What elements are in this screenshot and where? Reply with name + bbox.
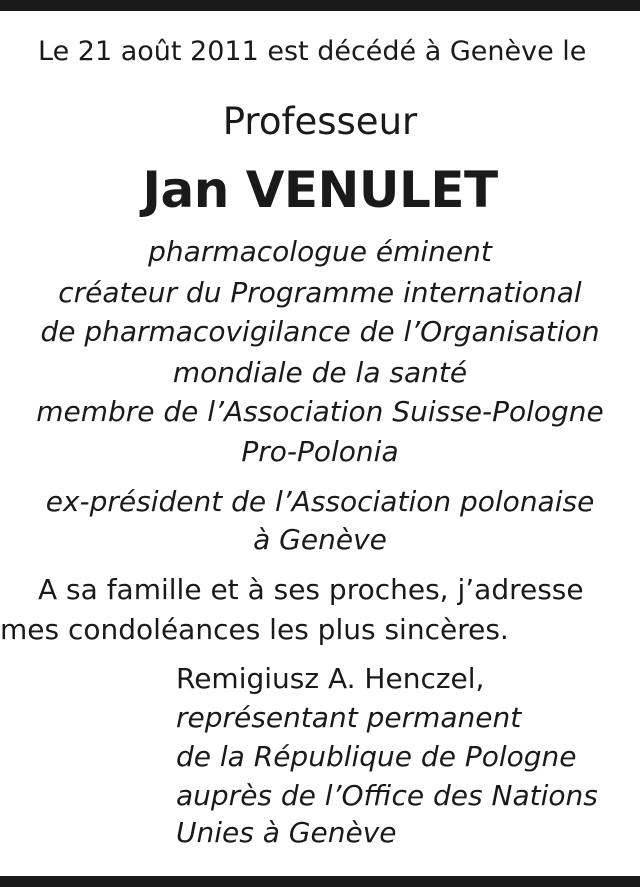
description-line: membre de l’Association Suisse-Pologne <box>36 395 604 428</box>
death-announcement-intro: Le 21 août 2011 est décédé à Genève le <box>38 36 587 67</box>
description-line: mondiale de la santé <box>172 356 468 389</box>
description-line: ex-président de l’Association polonaise <box>45 485 595 518</box>
bottom-border-rule <box>0 876 640 887</box>
condolences-line: A sa famille et à ses proches, j’adresse <box>38 573 584 606</box>
signatory-role-line: auprès de l’Office des Nations <box>176 779 598 812</box>
signatory-role-line: de la République de Pologne <box>176 740 577 773</box>
description-line: à Genève <box>253 523 387 556</box>
signatory-role-line: représentant permanent <box>176 701 522 734</box>
signatory-role-line: Unies à Genève <box>176 816 397 849</box>
deceased-title: Professeur <box>222 100 418 143</box>
description-line: pharmacologue éminent <box>148 235 492 268</box>
description-line: de pharmacovigilance de l’Organisation <box>40 315 600 348</box>
description-line: créateur du Programme international <box>58 276 582 309</box>
condolences-line: mes condoléances les plus sincères. <box>0 613 509 646</box>
description-line: Pro-Polonia <box>241 435 399 468</box>
deceased-name: Jan VENULET <box>142 161 498 219</box>
top-border-rule <box>0 0 640 11</box>
signatory-name: Remigiusz A. Henczel, <box>176 662 485 695</box>
